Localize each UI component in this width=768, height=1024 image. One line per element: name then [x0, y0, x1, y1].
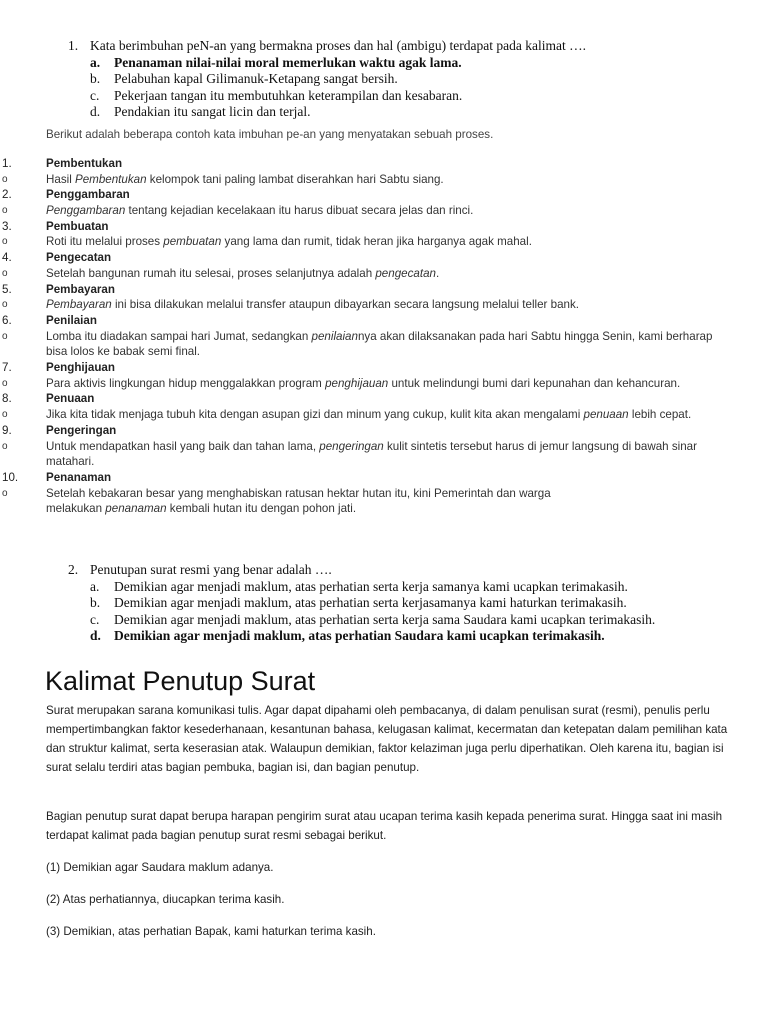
bullet-icon: o: [2, 173, 8, 185]
item-word: Pembayaran: [46, 282, 115, 296]
list-item: [0, 313, 768, 360]
item-word: Penilaian: [46, 313, 97, 327]
question-number: 2.: [68, 562, 79, 577]
item-sentence: o Setelah kebakaran besar yang menghabiskan ratusan hektar hutan itu, kini Pemerintah dan warga melakukan penanaman kembali hutan itu dengan pohon jati.: [2, 486, 551, 516]
example-sentence-3: (3) Demikian, atas perhatian Bapak, kami haturkan terima kasih.: [46, 925, 376, 938]
bullet-icon: o: [2, 487, 8, 499]
intro-text: Berikut adalah beberapa contoh kata imbuhan pe-an yang menyatakan sebuah proses.: [46, 128, 494, 141]
list-item: [0, 250, 768, 281]
option-text: Pelabuhan kapal Gilimanuk-Ketapang sangat bersih.: [114, 71, 398, 86]
item-number: 4.: [2, 251, 12, 265]
item-sentence: o Jika kita tidak menjaga tubuh kita dengan asupan gizi dan minum yang cukup, kulit kita akan mengalami penuaan lebih cepat.: [2, 408, 692, 422]
item-number: 6.: [2, 313, 12, 327]
item-word: Pembuatan: [46, 219, 109, 233]
item-word: Penuaan: [46, 392, 95, 406]
option-text: Pekerjaan tangan itu membutuhkan keterampilan dan kesabaran.: [114, 88, 463, 103]
item-word: Penanaman: [46, 470, 112, 484]
item-word: Pengeringan: [46, 423, 117, 437]
option-d: [90, 104, 310, 120]
item-sentence: o Para aktivis lingkungan hidup menggalakkan program penghijauan untuk melindungi bumi dari kepunahan dan kehancuran.: [2, 376, 681, 390]
bullet-icon: o: [2, 236, 8, 248]
option-letter: c.: [90, 612, 100, 627]
list-item: [0, 187, 768, 218]
item-number: 7.: [2, 361, 12, 375]
item-number: 10.: [2, 470, 19, 484]
item-word: Pembentukan: [46, 157, 123, 170]
bullet-icon: o: [2, 377, 8, 389]
item-number: 2.: [2, 188, 12, 202]
item-number: 8.: [2, 392, 12, 406]
list-item: [0, 470, 768, 517]
option-a: [90, 579, 628, 595]
item-sentence: o Setelah bangunan rumah itu selesai, proses selanjutnya adalah pengecatan.: [2, 266, 440, 280]
example-sentence-2: (2) Atas perhatiannya, diucapkan terima kasih.: [46, 893, 285, 906]
item-sentence: o Pembayaran ini bisa dilakukan melalui transfer ataupun dibayarkan secara langsung melalui teller bank.: [2, 298, 579, 312]
option-letter: c.: [90, 88, 100, 103]
bullet-icon: o: [2, 299, 8, 311]
item-word: Penggambaran: [46, 188, 130, 202]
section-title: Kalimat Penutup Surat: [45, 666, 316, 696]
list-item: [0, 423, 768, 470]
item-sentence: o Hasil Pembentukan kelompok tani paling lambat diserahkan hari Sabtu siang.: [2, 172, 444, 186]
question-text: Kata berimbuhan peN-an yang bermakna proses dan hal (ambigu) terdapat pada kalimat ….: [90, 38, 586, 53]
item-word: Penghijauan: [46, 361, 115, 375]
question-text: Penutupan surat resmi yang benar adalah ….: [90, 562, 332, 577]
option-text: Demikian agar menjadi maklum, atas perhatian Saudara kami ucapkan terimakasih.: [114, 628, 605, 643]
bullet-icon: o: [2, 205, 8, 217]
bullet-icon: o: [2, 409, 8, 421]
item-word: Pengecatan: [46, 251, 112, 265]
option-c: [90, 88, 462, 104]
option-letter: a.: [90, 579, 100, 594]
option-text: Penanaman nilai-nilai moral memerlukan waktu agak lama.: [114, 55, 462, 70]
item-sentence: o Penggambaran tentang kejadian kecelakaan itu harus dibuat secara jelas dan rinci.: [2, 204, 474, 218]
item-sentence: o Untuk mendapatkan hasil yang baik dan tahan lama, pengeringan kulit sintetis tersebut harus di jemur langsung di bawah sinar matahari.: [2, 439, 697, 469]
option-b: [90, 71, 398, 87]
option-a: [90, 55, 462, 71]
list-item: [0, 360, 768, 391]
example-sentence-1: (1) Demikian agar Saudara maklum adanya.: [46, 861, 274, 874]
item-number: 3.: [2, 219, 12, 233]
question-2-stem: [68, 562, 332, 578]
option-letter: b.: [90, 71, 101, 86]
item-sentence: o Lomba itu diadakan sampai hari Jumat, sedangkan penilaiannya akan dilaksanakan pada hari Sabtu hingga Senin, kami berharap bisa lolos ke babak semi final.: [2, 329, 713, 359]
item-number: 9.: [2, 423, 12, 437]
option-letter: d.: [90, 104, 101, 119]
list-item: [0, 391, 768, 422]
option-text: Demikian agar menjadi maklum, atas perhatian serta kerja samanya kami ucapkan terimakasih.: [114, 579, 628, 594]
option-text: Demikian agar menjadi maklum, atas perhatian serta kerjasamanya kami haturkan terimakasih.: [114, 595, 627, 610]
question-number: 1.: [68, 38, 79, 53]
example-list: [0, 156, 768, 517]
option-letter: a.: [90, 55, 101, 70]
bullet-icon: o: [2, 267, 8, 279]
option-c: [90, 612, 655, 628]
option-b: [90, 595, 627, 611]
option-text: Pendakian itu sangat licin dan terjal.: [114, 104, 311, 119]
question-1-stem: [68, 38, 586, 54]
option-text: Demikian agar menjadi maklum, atas perhatian serta kerja sama Saudara kami ucapkan terimakasih.: [114, 612, 656, 627]
option-letter: b.: [90, 595, 101, 610]
item-number: 1.: [2, 157, 12, 170]
list-item: [0, 156, 768, 187]
paragraph-intro: Surat merupakan sarana komunikasi tulis. Agar dapat dipahami oleh pembacanya, di dalam penulisan surat (resmi), penulis perlu mempertimbangkan faktor kesederhanaan, kesantunan bahasa, kelugasan kalimat, kecermatan dan ketepatan dalam pemilihan kata dan struktur kalimat, serta keserasian atak. Walaupun demikian, faktor kelaziman juga perlu diperhatikan. Oleh karena itu, bagian isi surat selalu terdiri atas bagian pembuka, bagian isi, dan bagian penutup.: [46, 704, 728, 774]
bullet-icon: o: [2, 440, 8, 452]
option-d: [90, 628, 605, 644]
item-number: 5.: [2, 282, 12, 296]
bullet-icon: o: [2, 330, 8, 342]
item-sentence: o Roti itu melalui proses pembuatan yang lama dan rumit, tidak heran jika harganya agak mahal.: [2, 235, 532, 249]
paragraph-closing: Bagian penutup surat dapat berupa harapan pengirim surat atau ucapan terima kasih kepada penerima surat. Hingga saat ini masih terdapat kalimat pada bagian penutup surat resmi sebagai berikut.: [46, 810, 723, 842]
option-letter: d.: [90, 628, 101, 643]
list-item: [0, 282, 768, 313]
list-item: [0, 219, 768, 250]
